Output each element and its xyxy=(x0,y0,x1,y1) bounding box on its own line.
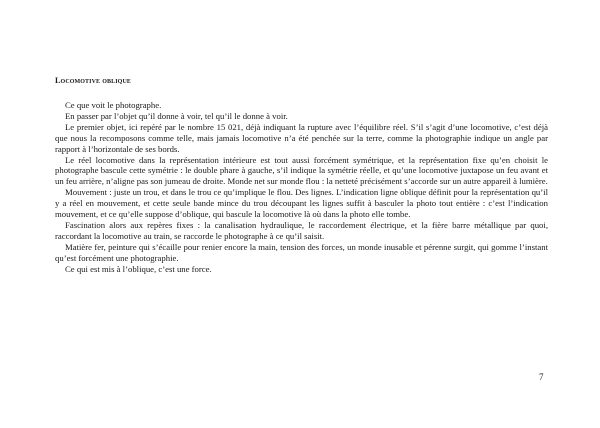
section-heading: Locomotive oblique xyxy=(55,76,131,85)
paragraph: Le réel locomotive dans la représentation intérieure est tout aussi forcément symétrique, et la représentation fixe qu’en choisit le photographe bascule cette symétrie : le double phare à gauche, s’il indique la symétrie réelle, et qu’une locomotive juxtapose un feu avant et un feu arrière, n’aligne pas son jumeau de droite. Monde net sur monde flou : la netteté précisément s’accorde sur un autre appareil à lumière. xyxy=(55,154,548,187)
page-number: 7 xyxy=(539,372,544,382)
paragraph: Ce qui est mis à l’oblique, c’est une force. xyxy=(65,263,212,274)
paragraph: Mouvement : juste un trou, et dans le trou ce qu’implique le flou. Des lignes. L’indication ligne oblique définit pour la représentation qu’il y a réel en mouvement, et cette seule bande mince du trou découpant les lignes suffit à basculer la photo tout entière : c’est l’indication mouvement, et ce qu’elle suppose d’oblique, qui bascule la locomotive là où dans la photo elle tombe. xyxy=(55,187,548,220)
body-text xyxy=(55,100,548,275)
paragraph: Fascination alors aux repères fixes : la canalisation hydraulique, le raccordement électrique, et la fière barre métallique par quoi, raccordant la locomotive au train, se raccorde le photographe à ce qu’il saisit. xyxy=(55,219,548,241)
paragraph: Ce que voit le photographe. xyxy=(65,100,162,110)
paragraph: Le premier objet, ici repéré par le nombre 15 021, déjà indiquant la rupture avec l’équilibre réel. S’il s’agit d’une locomotive, c’est déjà que nous la recomposons comme telle, mais jamais locomotive n’a été penchée sur la terre, comme la photographie indique un angle par rapport à l’horizontale de ses bords. xyxy=(55,121,548,154)
paragraph: En passer par l’objet qu’il donne à voir, tel qu’il le donne à voir. xyxy=(65,110,288,121)
paragraph: Matière fer, peinture qui s’écaille pour renier encore la main, tension des forces, un monde inusable et pérenne surgit, qui gomme l’instant qu’est forcément une photographie. xyxy=(55,241,548,263)
